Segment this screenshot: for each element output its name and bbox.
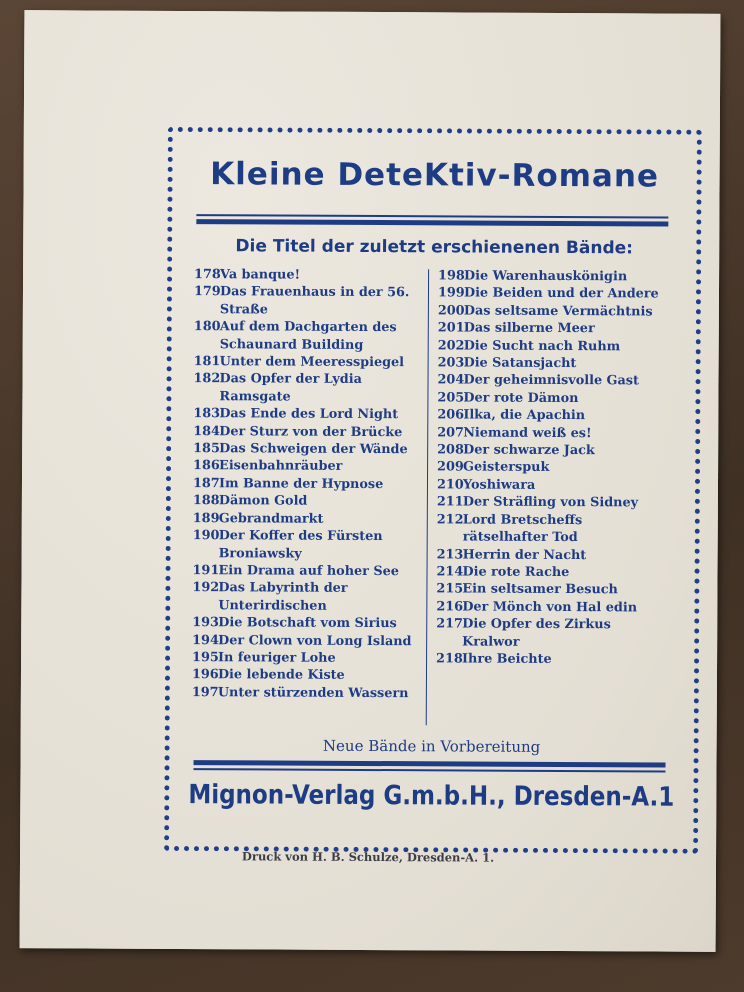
volume-number: 183	[193, 406, 221, 422]
printer-imprint: Druck von H. B. Schulze, Dresden-A. 1.	[241, 849, 495, 865]
volume-number: 189	[192, 510, 220, 526]
volume-number: 198	[438, 268, 465, 284]
volume-title: Va banque!	[220, 267, 301, 283]
volume-number: 197	[191, 684, 219, 700]
volume-title: Das Schweigen der Wände	[219, 441, 408, 458]
volume-number: 196	[191, 667, 219, 683]
title-list-item	[436, 581, 670, 600]
volume-title: Der rote Dämon	[463, 390, 579, 406]
volume-title: Das seltsame Vermächtnis	[463, 303, 653, 320]
volume-title: Die rote Rache	[462, 564, 570, 580]
title-list-item	[193, 510, 417, 529]
volume-number: 191	[192, 562, 220, 579]
series-title: Kleine DeteKtiv-Romane	[210, 156, 660, 195]
list-heading: Die Titel der zuletzt erschienenen Bände:	[235, 236, 634, 259]
volume-number: 215	[436, 581, 464, 597]
title-list-item	[437, 407, 671, 426]
titles-left-column	[192, 266, 418, 702]
title-list-item	[192, 562, 416, 581]
title-list-item	[438, 320, 672, 339]
volume-title: Unter dem Meeresspiegel	[219, 354, 405, 371]
title-rule-thick	[196, 219, 668, 226]
volume-number: 185	[193, 441, 220, 457]
volume-title: Im Banne der Hypnose	[218, 476, 384, 492]
volume-number: 214	[436, 564, 464, 580]
volume-number: 200	[437, 303, 465, 319]
title-rule-thin	[196, 214, 668, 218]
volume-title: Der Sturz von der Brücke	[219, 423, 403, 440]
title-list-item	[193, 527, 417, 563]
volume-number: 211	[436, 494, 464, 510]
volume-number: 178	[194, 267, 221, 283]
volume-title: Auf dem Dachgarten des Schaunard Building	[219, 319, 397, 353]
title-list-item	[436, 650, 670, 669]
title-list-item	[193, 458, 417, 477]
title-list-item	[192, 614, 416, 633]
titles-right-column	[436, 267, 672, 669]
publisher-line: Mignon-Verlag G.m.b.H., Dresden-A.1	[188, 780, 675, 813]
volume-number: 201	[437, 320, 465, 336]
publisher-rule-thick	[194, 760, 666, 767]
volume-title: In feuriger Lohe	[218, 650, 336, 666]
title-list-item	[194, 266, 418, 285]
title-list-item	[436, 598, 670, 617]
volume-number: 192	[192, 580, 220, 596]
volume-number: 190	[192, 528, 220, 544]
volume-number: 180	[193, 319, 221, 335]
volume-number: 193	[192, 615, 220, 631]
volume-number: 206	[437, 407, 465, 423]
column-divider	[426, 269, 429, 725]
title-list-item	[193, 405, 417, 424]
volume-number: 188	[192, 493, 220, 509]
title-list-item	[438, 302, 672, 321]
volume-number: 218	[436, 651, 463, 667]
volume-title: Die Beiden und der Andere	[463, 285, 659, 302]
volume-title: Ihre Beichte	[462, 651, 552, 667]
volume-title: Der Koffer des Fürsten Broniawsky	[218, 528, 383, 562]
volume-title: Yoshiwara	[462, 477, 536, 493]
title-list-item	[436, 615, 670, 651]
title-list-item	[437, 494, 671, 513]
volume-number: 202	[437, 337, 465, 354]
volume-title: Eisenbahnräuber	[219, 458, 343, 475]
volume-number: 179	[193, 284, 221, 300]
title-list-item	[437, 459, 671, 478]
volume-number: 216	[436, 599, 464, 615]
volume-number: 208	[437, 442, 464, 458]
book-back-cover	[20, 10, 721, 952]
volume-title: Das Labyrinth der Unterirdischen	[218, 580, 348, 614]
volume-number: 203	[437, 355, 465, 371]
title-list-item	[193, 440, 417, 459]
title-list-item	[192, 684, 416, 703]
volume-title: Lord Bretscheffs rätselhafter Tod	[462, 512, 583, 546]
volume-number: 187	[192, 475, 220, 492]
volume-title: Herrin der Nacht	[462, 546, 587, 563]
title-list-item	[192, 632, 416, 651]
volume-title: Der Mönch von Hal edin	[462, 599, 638, 616]
volume-title: Der geheimnisvolle Gast	[463, 372, 639, 389]
title-list-item	[437, 476, 671, 495]
volume-number: 204	[437, 372, 465, 388]
title-list-item	[437, 389, 671, 408]
title-list-item	[192, 666, 416, 685]
upcoming-note: Neue Bände in Vorbereitung	[322, 736, 541, 756]
volume-title: Die Satansjacht	[463, 355, 577, 372]
title-list-item	[437, 441, 671, 460]
volume-number: 186	[193, 458, 220, 474]
title-list-item	[438, 337, 672, 356]
title-list-item	[194, 283, 418, 319]
volume-title: Die Opfer des Zirkus Kralwor	[462, 616, 611, 650]
title-list-item	[193, 423, 417, 442]
title-list-item	[194, 318, 418, 354]
volume-title: Die Warenhauskönigin	[464, 268, 628, 285]
volume-title: Ein seltsamer Besuch	[462, 581, 618, 598]
title-list-item	[437, 546, 671, 565]
volume-title: Das Opfer der Lydia Ramsgate	[219, 371, 362, 405]
title-list-item	[438, 267, 672, 286]
volume-title: Geisterspuk	[463, 459, 550, 476]
volume-title: Das Frauenhaus in der 56. Straße	[219, 284, 410, 318]
volume-title: Die Sucht nach Ruhm	[463, 338, 621, 354]
volume-number: 209	[437, 459, 464, 475]
volume-number: 194	[192, 632, 219, 648]
title-list-item	[194, 353, 418, 372]
volume-number: 210	[436, 477, 464, 493]
volume-title: Ilka, die Apachin	[463, 407, 586, 424]
title-list-item	[438, 285, 672, 304]
volume-number: 199	[437, 285, 465, 301]
volume-title: Das silberne Meer	[463, 320, 595, 337]
title-list-item	[436, 563, 670, 582]
volume-number: 212	[436, 512, 464, 528]
volume-title: Niemand weiß es!	[463, 425, 592, 441]
volume-number: 207	[437, 425, 465, 441]
volume-title: Der schwarze Jack	[463, 442, 595, 459]
title-list-item	[192, 579, 416, 615]
volume-title: Der Clown von Long Island	[218, 632, 412, 649]
publisher-rule-thin	[193, 768, 665, 772]
title-list-item	[437, 424, 671, 443]
volume-title: Gebrandmarkt	[218, 510, 324, 527]
volume-title: Die lebende Kiste	[217, 667, 345, 684]
volume-title: Das Ende des Lord Night	[219, 406, 399, 423]
volume-title: Dämon Gold	[218, 493, 308, 509]
title-list-item	[193, 371, 417, 407]
title-list-item	[438, 354, 672, 373]
volume-number: 184	[193, 423, 221, 439]
title-list-item	[437, 372, 671, 391]
volume-number: 181	[193, 354, 221, 370]
volume-number: 195	[192, 650, 219, 666]
volume-number: 205	[437, 390, 465, 406]
volume-number: 217	[436, 616, 464, 632]
volume-title: Ein Drama auf hoher See	[218, 563, 399, 580]
dotted-frame	[164, 127, 702, 854]
volume-title: Unter stürzenden Wassern	[217, 684, 409, 701]
volume-title: Der Sträfling von Sidney	[462, 494, 639, 511]
title-list-item	[193, 475, 417, 494]
volume-number: 213	[436, 546, 464, 562]
title-list-item	[193, 492, 417, 511]
title-list-item	[192, 649, 416, 668]
volume-number: 182	[193, 371, 221, 387]
title-list-item	[437, 511, 671, 547]
volume-title: Die Botschaft vom Sirius	[218, 615, 397, 632]
